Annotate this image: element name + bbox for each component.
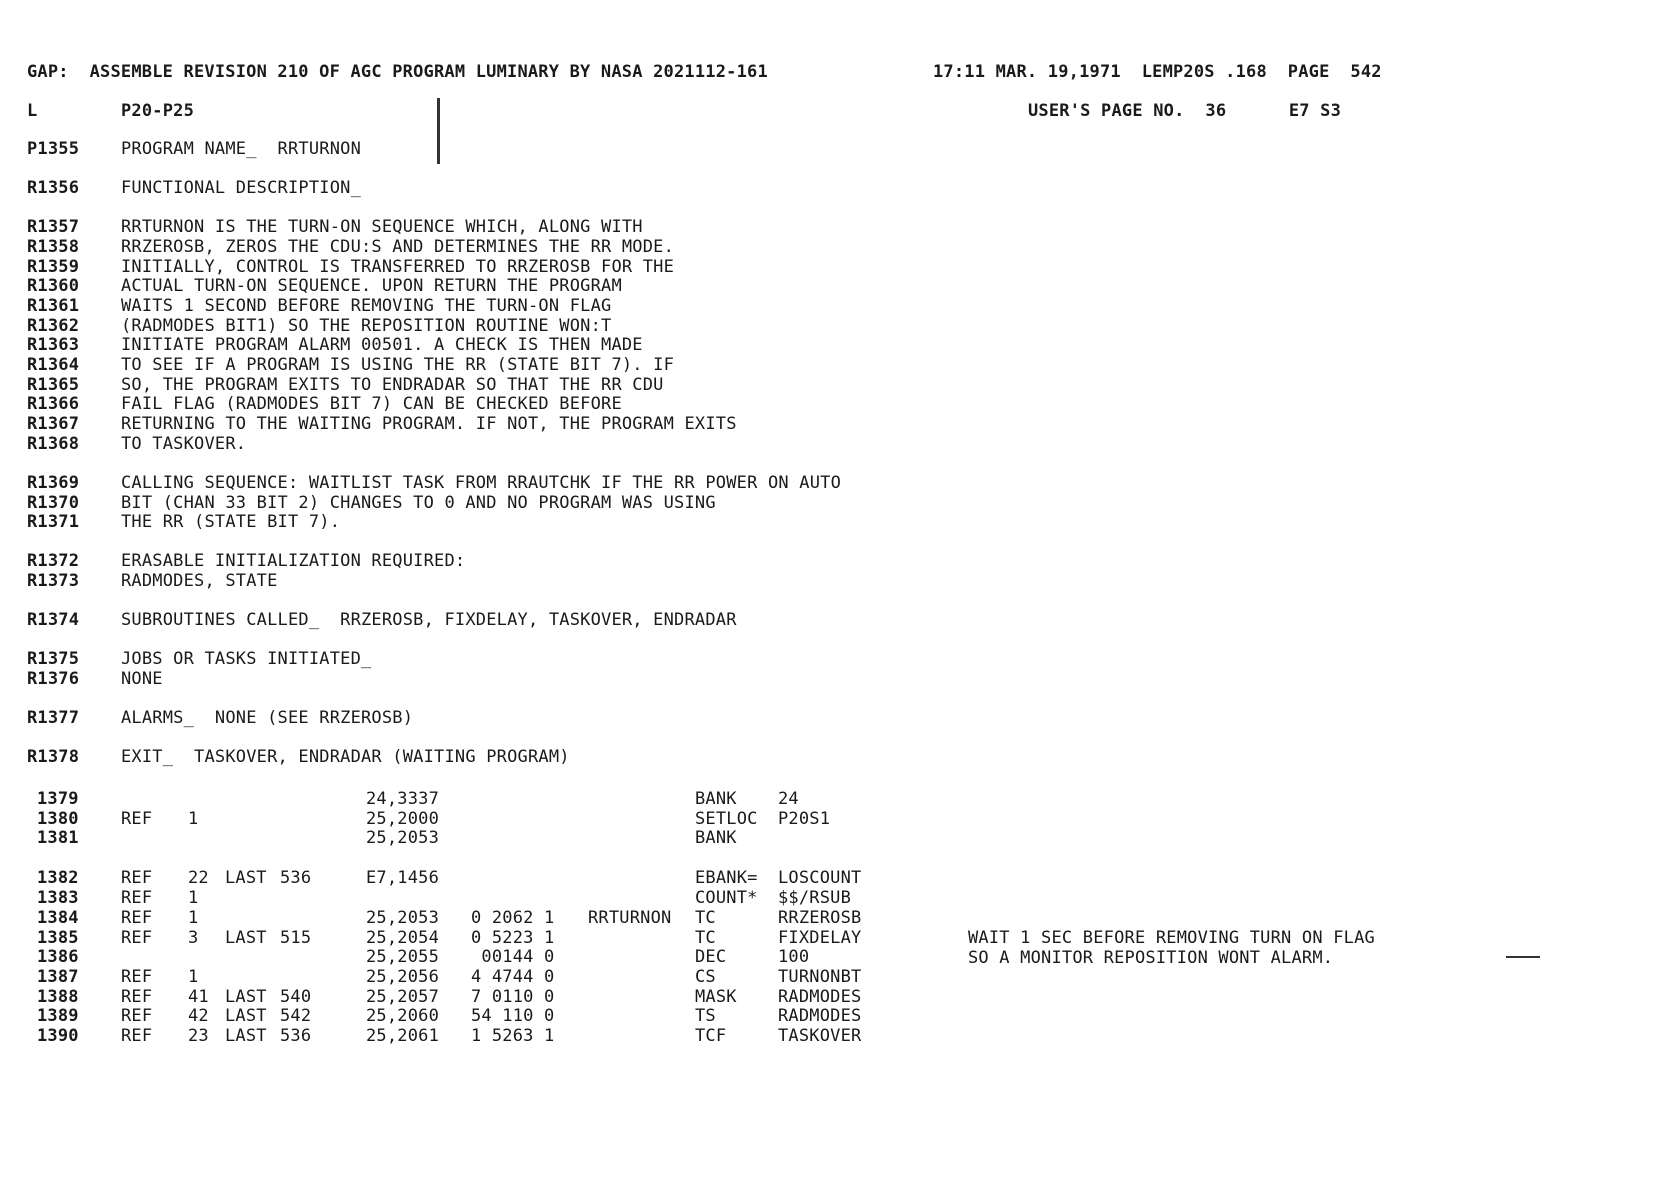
comment-line-label: R1358 (27, 237, 80, 257)
code-operand: RRZEROSB (778, 908, 862, 928)
code-operand: RADMODES (778, 1006, 862, 1026)
code-last-page: 536 (280, 868, 312, 888)
code-operand: $$/RSUB (778, 888, 852, 908)
code-address: 25,2056 (366, 967, 440, 987)
comment-line-label: R1373 (27, 571, 80, 591)
comment-line-label: R1363 (27, 335, 80, 355)
comment-line-label: R1378 (27, 747, 80, 767)
comment-line-text: INITIATE PROGRAM ALARM 00501. A CHECK IS THEN MADE (121, 335, 643, 355)
code-octal-word: 0 2062 1 (471, 908, 555, 928)
comment-line-label: R1371 (27, 512, 80, 532)
comment-line-text: TO SEE IF A PROGRAM IS USING THE RR (STATE BIT 7). IF (121, 355, 675, 375)
code-line-number: 1384 (37, 908, 79, 928)
code-opcode: TS (695, 1006, 716, 1026)
comment-line-label: R1377 (27, 708, 80, 728)
code-line-number: 1381 (37, 828, 79, 848)
comment-line-text: ALARMS_ NONE (SEE RRZEROSB) (121, 708, 414, 728)
code-line-number: 1389 (37, 1006, 79, 1026)
comment-line-text: FUNCTIONAL DESCRIPTION_ (121, 178, 362, 198)
comment-line-label: R1362 (27, 316, 80, 336)
code-ref: REF (121, 1026, 153, 1046)
code-line-number: 1380 (37, 809, 79, 829)
comment-line-text: BIT (CHAN 33 BIT 2) CHANGES TO 0 AND NO PROGRAM WAS USING (121, 493, 716, 513)
code-address: 25,2057 (366, 987, 440, 1007)
code-ref: REF (121, 888, 153, 908)
binding-mark (437, 98, 440, 164)
code-opcode: BANK (695, 828, 737, 848)
side-comment-line: SO A MONITOR REPOSITION WONT ALARM. (968, 948, 1334, 968)
code-opcode: SETLOC (695, 809, 758, 829)
comment-line-text: RETURNING TO THE WAITING PROGRAM. IF NOT, THE PROGRAM EXITS (121, 414, 737, 434)
code-address: 25,2061 (366, 1026, 440, 1046)
code-ref-count: 22 (188, 868, 209, 888)
code-ref: REF (121, 987, 153, 1007)
comment-line-label: P1355 (27, 139, 80, 159)
code-address: 25,2055 (366, 947, 440, 967)
code-address: 25,2054 (366, 928, 440, 948)
code-last: LAST (225, 1006, 267, 1026)
code-ref: REF (121, 908, 153, 928)
comment-line-text: TO TASKOVER. (121, 434, 247, 454)
code-operand: 100 (778, 947, 810, 967)
header-date-page: 17:11 MAR. 19,1971 LEMP20S .168 PAGE 542 (933, 62, 1382, 82)
code-octal-word: 54 110 0 (471, 1006, 555, 1026)
header-type: L (27, 101, 38, 121)
comment-line-text: (RADMODES BIT1) SO THE REPOSITION ROUTINE WON:T (121, 316, 612, 336)
code-ref-count: 3 (188, 928, 199, 948)
header-user-page: USER'S PAGE NO. 36 E7 S3 (1028, 101, 1342, 121)
header-title: GAP: ASSEMBLE REVISION 210 OF AGC PROGRAM LUMINARY BY NASA 2021112-161 (27, 62, 768, 82)
code-opcode: DEC (695, 947, 727, 967)
code-opcode: TC (695, 928, 716, 948)
code-address: 25,2053 (366, 908, 440, 928)
code-line-number: 1382 (37, 868, 79, 888)
code-address: E7,1456 (366, 868, 440, 888)
comment-line-label: R1365 (27, 375, 80, 395)
code-opcode: TC (695, 908, 716, 928)
comment-line-text: RADMODES, STATE (121, 571, 278, 591)
code-address: 25,2060 (366, 1006, 440, 1026)
code-ref: REF (121, 967, 153, 987)
code-ref-count: 1 (188, 809, 199, 829)
comment-line-label: R1360 (27, 276, 80, 296)
comment-line-label: R1356 (27, 178, 80, 198)
code-line-number: 1387 (37, 967, 79, 987)
code-operand: 24 (778, 789, 799, 809)
code-address: 25,2000 (366, 809, 440, 829)
code-line-number: 1379 (37, 789, 79, 809)
comment-line-text: EXIT_ TASKOVER, ENDRADAR (WAITING PROGRAM) (121, 747, 570, 767)
code-opcode: EBANK= (695, 868, 758, 888)
comment-line-text: THE RR (STATE BIT 7). (121, 512, 341, 532)
code-last-page: 540 (280, 987, 312, 1007)
comment-line-label: R1375 (27, 649, 80, 669)
comment-line-label: R1376 (27, 669, 80, 689)
code-line-number: 1390 (37, 1026, 79, 1046)
comment-line-text: ACTUAL TURN-ON SEQUENCE. UPON RETURN THE PROGRAM (121, 276, 622, 296)
comment-line-text: SUBROUTINES CALLED_ RRZEROSB, FIXDELAY, TASKOVER, ENDRADAR (121, 610, 737, 630)
code-opcode: COUNT* (695, 888, 758, 908)
comment-line-text: NONE (121, 669, 163, 689)
comment-line-label: R1368 (27, 434, 80, 454)
code-line-number: 1383 (37, 888, 79, 908)
code-line-number: 1388 (37, 987, 79, 1007)
code-operand: TASKOVER (778, 1026, 862, 1046)
code-last: LAST (225, 928, 267, 948)
code-operand: TURNONBT (778, 967, 862, 987)
comment-line-text: JOBS OR TASKS INITIATED_ (121, 649, 372, 669)
comment-line-text: RRTURNON IS THE TURN-ON SEQUENCE WHICH, ALONG WITH (121, 217, 643, 237)
code-ref: REF (121, 928, 153, 948)
comment-line-label: R1361 (27, 296, 80, 316)
code-ref-count: 42 (188, 1006, 209, 1026)
comment-line-label: R1359 (27, 257, 80, 277)
code-ref-count: 1 (188, 967, 199, 987)
code-line-number: 1385 (37, 928, 79, 948)
code-operand: FIXDELAY (778, 928, 862, 948)
code-operand: LOSCOUNT (778, 868, 862, 888)
code-opcode: CS (695, 967, 716, 987)
code-label: RRTURNON (588, 908, 672, 928)
code-ref: REF (121, 809, 153, 829)
comment-line-text: FAIL FLAG (RADMODES BIT 7) CAN BE CHECKED BEFORE (121, 394, 622, 414)
code-octal-word: 1 5263 1 (471, 1026, 555, 1046)
code-opcode: BANK (695, 789, 737, 809)
comment-line-label: R1357 (27, 217, 80, 237)
code-last: LAST (225, 1026, 267, 1046)
side-comment-line: WAIT 1 SEC BEFORE REMOVING TURN ON FLAG (968, 928, 1375, 948)
header-section: P20-P25 (121, 101, 195, 121)
margin-dash (1506, 956, 1540, 958)
comment-line-text: RRZEROSB, ZEROS THE CDU:S AND DETERMINES THE RR MODE. (121, 237, 675, 257)
code-last-page: 536 (280, 1026, 312, 1046)
code-last: LAST (225, 987, 267, 1007)
code-octal-word: 00144 0 (471, 947, 555, 967)
comment-line-label: R1367 (27, 414, 80, 434)
code-ref-count: 1 (188, 908, 199, 928)
comment-line-text: SO, THE PROGRAM EXITS TO ENDRADAR SO THAT THE RR CDU (121, 375, 664, 395)
code-ref: REF (121, 1006, 153, 1026)
code-ref-count: 23 (188, 1026, 209, 1046)
code-line-number: 1386 (37, 947, 79, 967)
comment-line-label: R1364 (27, 355, 80, 375)
code-operand: RADMODES (778, 987, 862, 1007)
code-address: 25,2053 (366, 828, 440, 848)
code-opcode: TCF (695, 1026, 727, 1046)
comment-line-text: PROGRAM NAME_ RRTURNON (121, 139, 362, 159)
code-ref-count: 41 (188, 987, 209, 1007)
code-operand: P20S1 (778, 809, 831, 829)
comment-line-label: R1370 (27, 493, 80, 513)
code-ref: REF (121, 868, 153, 888)
comment-line-text: CALLING SEQUENCE: WAITLIST TASK FROM RRAUTCHK IF THE RR POWER ON AUTO (121, 473, 842, 493)
comment-line-text: INITIALLY, CONTROL IS TRANSFERRED TO RRZEROSB FOR THE (121, 257, 675, 277)
code-octal-word: 0 5223 1 (471, 928, 555, 948)
code-ref-count: 1 (188, 888, 199, 908)
comment-line-label: R1374 (27, 610, 80, 630)
comment-line-label: R1372 (27, 551, 80, 571)
code-octal-word: 4 4744 0 (471, 967, 555, 987)
code-last-page: 515 (280, 928, 312, 948)
comment-line-label: R1369 (27, 473, 80, 493)
code-last-page: 542 (280, 1006, 312, 1026)
comment-line-text: ERASABLE INITIALIZATION REQUIRED: (121, 551, 466, 571)
code-address: 24,3337 (366, 789, 440, 809)
code-last: LAST (225, 868, 267, 888)
code-opcode: MASK (695, 987, 737, 1007)
code-octal-word: 7 0110 0 (471, 987, 555, 1007)
comment-line-label: R1366 (27, 394, 80, 414)
comment-line-text: WAITS 1 SECOND BEFORE REMOVING THE TURN-ON FLAG (121, 296, 612, 316)
